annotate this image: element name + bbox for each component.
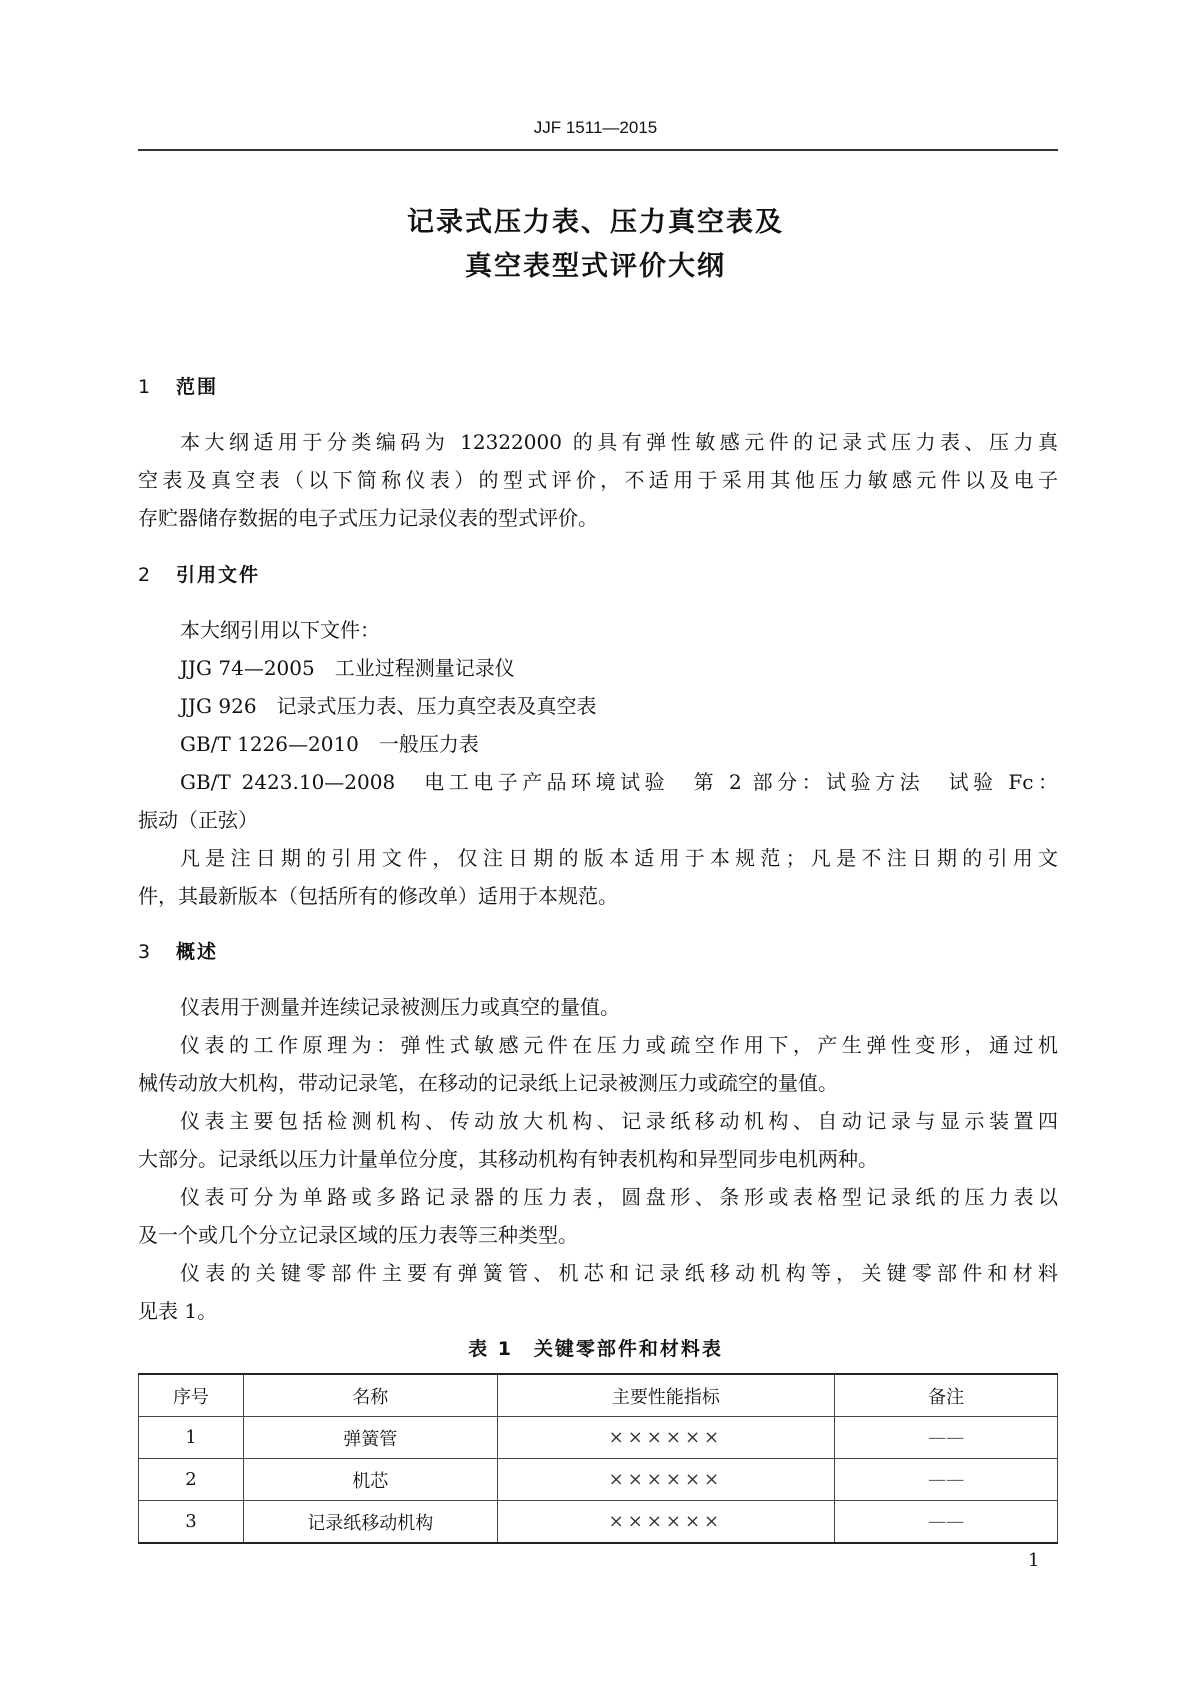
text-line: 大部分。记录纸以压力计量单位分度，其移动机构有钟表机构和异型同步电机两种。 (138, 1147, 878, 1171)
paragraph (138, 423, 1058, 537)
paragraph (138, 687, 1058, 725)
text-line: 仪表的工作原理为：弹性式敏感元件在压力或疏空作用下，产生弹性变形，通过机 (180, 1033, 1058, 1057)
text-line: GB/T 2423.10—2008 电工电子产品环境试验 第 2 部分：试验方法 试验 Fc： (180, 770, 1058, 794)
cell-index: 3 (139, 1501, 244, 1544)
section-number: 2 (138, 564, 153, 586)
paragraph (138, 611, 1058, 649)
header-cell: 备注 (835, 1374, 1058, 1417)
paragraph (138, 1178, 1058, 1254)
text-line: 件，其最新版本（包括所有的修改单）适用于本规范。 (138, 884, 618, 908)
section-number: 1 (138, 376, 153, 398)
cell-name: 机芯 (243, 1459, 497, 1501)
paragraph (138, 649, 1058, 687)
document-code-header: JJF 1511—2015 (533, 118, 658, 137)
header-rule (138, 149, 1058, 151)
text-line: 空表及真空表（以下简称仪表）的型式评价，不适用于采用其他压力敏感元件以及电子 (138, 468, 1058, 492)
section-heading (138, 937, 218, 964)
paragraph (138, 1102, 1058, 1178)
cell-index: 1 (139, 1417, 244, 1459)
table-row (139, 1501, 1058, 1544)
text-line: 仪表可分为单路或多路记录器的压力表，圆盘形、条形或表格型记录纸的压力表以 (180, 1185, 1058, 1209)
text-line: 本大纲引用以下文件： (180, 618, 380, 642)
page-number: 1 (1028, 1550, 1040, 1571)
text-line: GB/T 1226—2010 一般压力表 (180, 732, 479, 756)
text-line: 仪表主要包括检测机构、传动放大机构、记录纸移动机构、自动记录与显示装置四 (180, 1109, 1058, 1133)
text-line: 振动（正弦） (138, 808, 258, 832)
text-line: JJG 926 记录式压力表、压力真空表及真空表 (180, 694, 597, 718)
paragraph (138, 1026, 1058, 1102)
text-line: 及一个或几个分立记录区域的压力表等三种类型。 (138, 1223, 578, 1247)
text-line: 仪表的关键零部件主要有弹簧管、机芯和记录纸移动机构等，关键零部件和材料 (180, 1261, 1058, 1285)
document-title-line-1: 记录式压力表、压力真空表及 (407, 207, 784, 238)
section-body (138, 423, 1058, 537)
document-title-line-2: 真空表型式评价大纲 (465, 251, 726, 282)
section-title: 引用文件 (176, 564, 261, 586)
cell-index: 2 (139, 1459, 244, 1501)
cell-name: 弹簧管 (243, 1417, 497, 1459)
text-line: JJG 74—2005 工业过程测量记录仪 (180, 656, 515, 680)
table-header-row (139, 1374, 1058, 1417)
paragraph (138, 988, 1058, 1026)
section-title: 范围 (176, 376, 219, 398)
text-line: 仪表用于测量并连续记录被测压力或真空的量值。 (180, 995, 620, 1019)
cell-spec: ×××××× (497, 1459, 835, 1501)
cell-spec: ×××××× (497, 1501, 835, 1544)
section-title: 概述 (176, 941, 219, 963)
parts-materials-table (138, 1373, 1058, 1544)
section-number: 3 (138, 941, 153, 963)
header-cell: 名称 (243, 1374, 497, 1417)
cell-spec: ×××××× (497, 1417, 835, 1459)
section-heading (138, 372, 218, 399)
section-heading (138, 560, 260, 587)
header-cell: 序号 (139, 1374, 244, 1417)
text-line: 存贮器储存数据的电子式压力记录仪表的型式评价。 (138, 506, 598, 530)
table-caption: 表 1 关键零部件和材料表 (468, 1338, 723, 1360)
cell-name: 记录纸移动机构 (243, 1501, 497, 1544)
text-line: 凡是注日期的引用文件，仅注日期的版本适用于本规范；凡是不注日期的引用文 (180, 846, 1058, 870)
text-line: 械传动放大机构，带动记录笔，在移动的记录纸上记录被测压力或疏空的量值。 (138, 1071, 838, 1095)
header-cell: 主要性能指标 (497, 1374, 835, 1417)
paragraph (138, 725, 1058, 763)
cell-note: —— (835, 1501, 1058, 1544)
paragraph (138, 1254, 1058, 1330)
table-row (139, 1459, 1058, 1501)
cell-note: —— (835, 1417, 1058, 1459)
section-body (138, 611, 1058, 915)
text-line: 本大纲适用于分类编码为 12322000 的具有弹性敏感元件的记录式压力表、压力真 (180, 430, 1058, 454)
table-row (139, 1417, 1058, 1459)
section-body (138, 988, 1058, 1330)
paragraph (138, 763, 1058, 839)
text-line: 见表 1。 (138, 1299, 218, 1323)
paragraph (138, 839, 1058, 915)
cell-note: —— (835, 1459, 1058, 1501)
